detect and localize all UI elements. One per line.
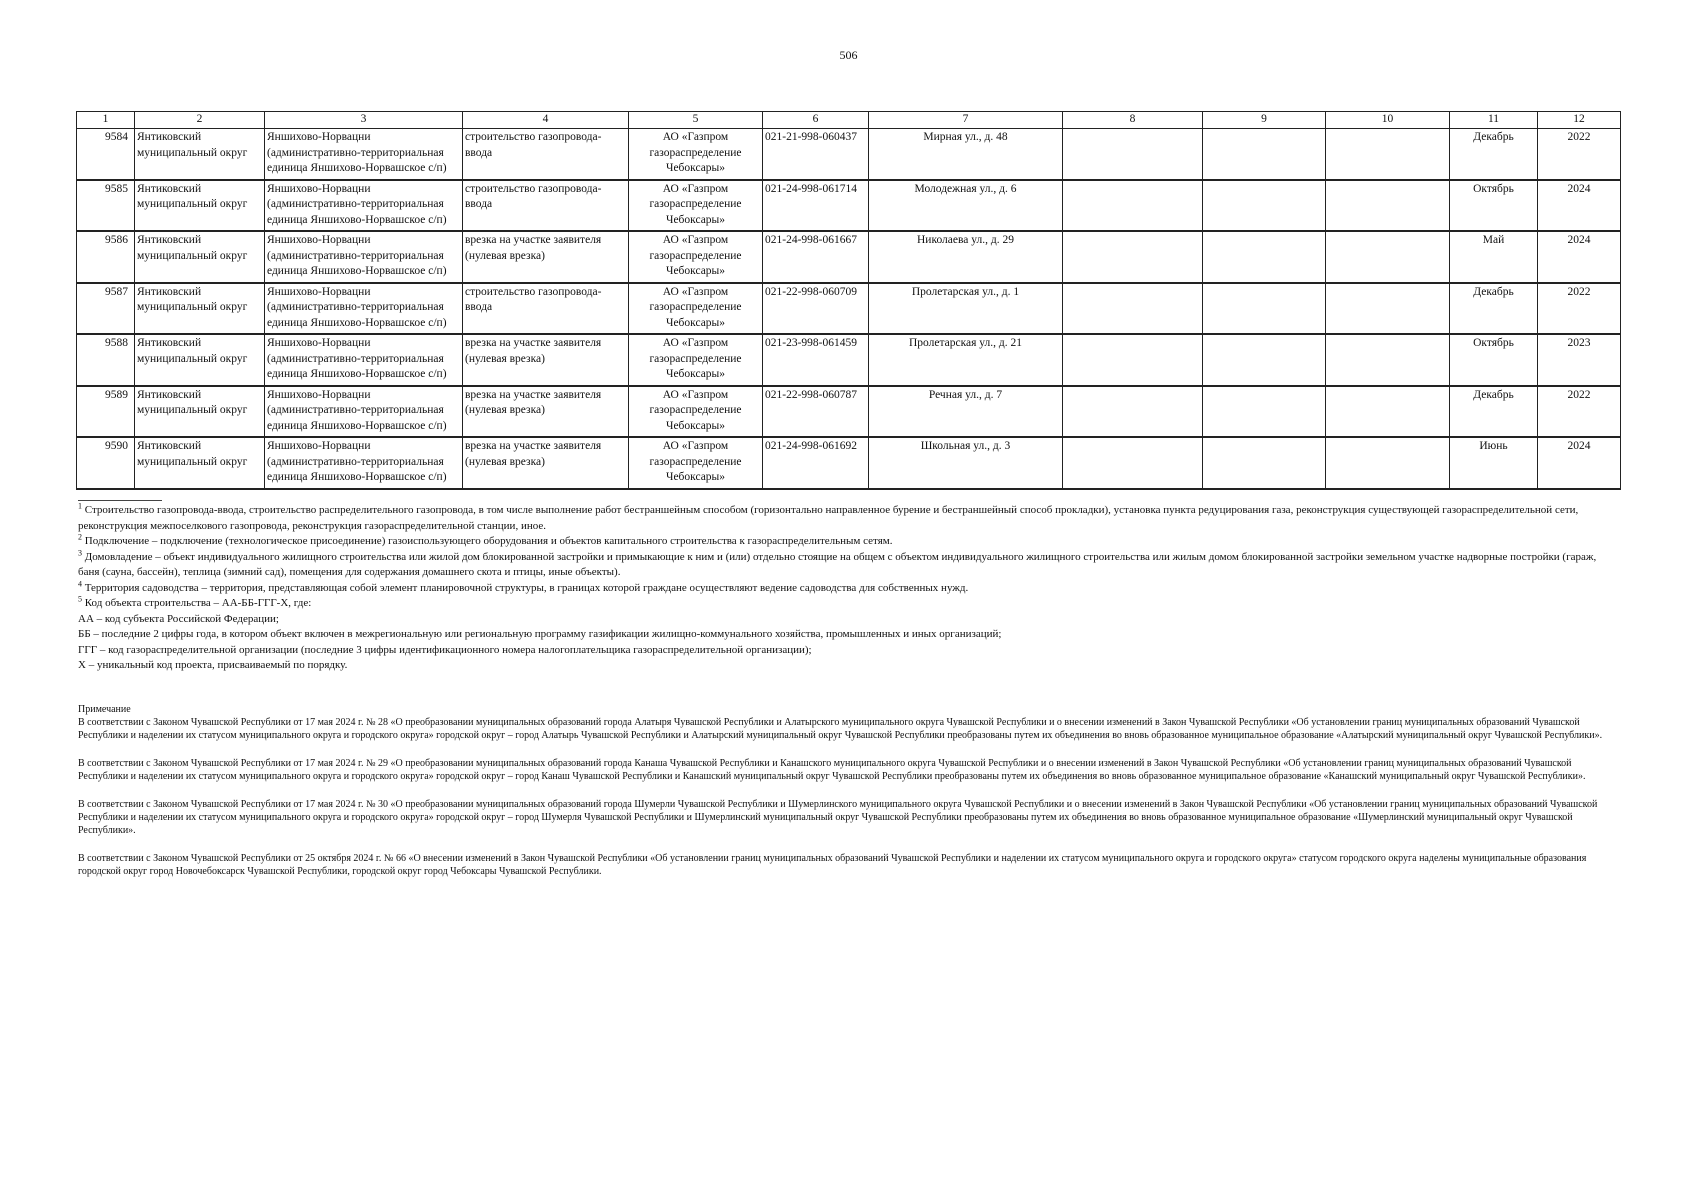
remarks-paragraph: В соответствии с Законом Чувашской Республики от 17 мая 2024 г. № 29 «О преобразовании муниципальных образований города Канаша Чувашской Республики и Канашского муниципального округа Чувашской Республики и о внесении изменений в Закон Чувашской Республики «Об установлении границ муниципальных образований Чувашской Республики и наделении их статусом муниципального округа и городского округа» городской округ – город Канаш Чувашской Республики и Канашский муниципальный округ Чувашской Республики преобразованы путем их объединения во вновь образованное муниципальное образование «Канашский муниципальный округ Чувашской Республики». bbox=[78, 758, 1586, 782]
footnote-mark: 2 bbox=[78, 532, 82, 542]
footnotes-section bbox=[78, 500, 1608, 674]
header-cell: 4 bbox=[463, 112, 629, 129]
col8-cell bbox=[1063, 180, 1203, 232]
year-cell: 2023 bbox=[1538, 334, 1621, 386]
row-number: 9585 bbox=[77, 180, 135, 232]
row-number: 9587 bbox=[77, 283, 135, 335]
table-row bbox=[77, 231, 1621, 283]
year-cell: 2022 bbox=[1538, 129, 1621, 180]
col9-cell bbox=[1203, 283, 1326, 335]
work-type-cell: врезка на участке заявителя (нулевая врезка) bbox=[463, 437, 629, 489]
address-cell: Николаева ул., д. 29 bbox=[869, 231, 1063, 283]
settlement-cell: Яншихово-Норвацни (административно-территориальная единица Яншихово-Норвашское с/п) bbox=[265, 129, 463, 180]
organization-cell: АО «Газпром газораспределение Чебоксары» bbox=[629, 129, 763, 180]
municipality-cell: Янтиковский муниципальный округ bbox=[135, 180, 265, 232]
settlement-cell: Яншихово-Норвацни (административно-территориальная единица Яншихово-Норвашское с/п) bbox=[265, 283, 463, 335]
col10-cell bbox=[1326, 283, 1450, 335]
settlement-cell: Яншихово-Норвацни (административно-территориальная единица Яншихово-Норвашское с/п) bbox=[265, 437, 463, 489]
month-cell: Декабрь bbox=[1450, 129, 1538, 180]
organization-cell: АО «Газпром газораспределение Чебоксары» bbox=[629, 334, 763, 386]
settlement-cell: Яншихово-Норвацни (административно-территориальная единица Яншихово-Норвашское с/п) bbox=[265, 231, 463, 283]
footnote bbox=[78, 547, 1608, 581]
municipality-cell: Янтиковский муниципальный округ bbox=[135, 129, 265, 180]
col9-cell bbox=[1203, 334, 1326, 386]
month-cell: Октябрь bbox=[1450, 180, 1538, 232]
remarks-paragraph: В соответствии с Законом Чувашской Республики от 17 мая 2024 г. № 30 «О преобразовании муниципальных образований города Шумерли Чувашской Республики и Шумерлинского муниципального округа Чувашской Республики и о внесении изменений в Закон Чувашской Республики «Об установлении границ муниципальных образований Чувашской Республики и наделении их статусом муниципального округа и городского округа» городской округ – город Шумерля Чувашской Республики и Шумерлинский муниципальный округ Чувашской Республики преобразованы путем их объединения во вновь образованное муниципальное образование «Шумерлинский муниципальный округ Чувашской Республики». bbox=[78, 799, 1598, 836]
page-number: 506 bbox=[839, 48, 858, 62]
municipality-cell: Янтиковский муниципальный округ bbox=[135, 283, 265, 335]
header-cell: 11 bbox=[1450, 112, 1538, 129]
work-type-cell: строительство газопровода-ввода bbox=[463, 180, 629, 232]
footnote-line bbox=[78, 658, 1608, 674]
month-cell: Май bbox=[1450, 231, 1538, 283]
header-cell: 9 bbox=[1203, 112, 1326, 129]
organization-cell: АО «Газпром газораспределение Чебоксары» bbox=[629, 386, 763, 438]
footnote bbox=[78, 596, 1608, 612]
organization-cell: АО «Газпром газораспределение Чебоксары» bbox=[629, 283, 763, 335]
col8-cell bbox=[1063, 283, 1203, 335]
col8-cell bbox=[1063, 334, 1203, 386]
year-cell: 2022 bbox=[1538, 283, 1621, 335]
header-cell: 6 bbox=[763, 112, 869, 129]
organization-cell: АО «Газпром газораспределение Чебоксары» bbox=[629, 180, 763, 232]
municipality-cell: Янтиковский муниципальный округ bbox=[135, 437, 265, 489]
object-code-cell: 021-24-998-061692 bbox=[763, 437, 869, 489]
footnote-text: Х – уникальный код проекта, присваиваемый по порядку. bbox=[78, 659, 348, 671]
work-type-cell: врезка на участке заявителя (нулевая врезка) bbox=[463, 334, 629, 386]
col9-cell bbox=[1203, 386, 1326, 438]
settlement-cell: Яншихово-Норвацни (административно-территориальная единица Яншихово-Норвашское с/п) bbox=[265, 386, 463, 438]
footnote-text: Строительство газопровода-ввода, строительство распределительного газопровода, в том числе выполнение работ бестраншейным способом (горизонтально направленное бурение и бестраншейный способ прокладки), установка пункта редуцирования газа, реконструкция существующей газораспределительной сети, реконструкция межпоселкового газопровода, реконструкция газораспределительной станции, иное. bbox=[78, 504, 1579, 532]
row-number: 9588 bbox=[77, 334, 135, 386]
col8-cell bbox=[1063, 437, 1203, 489]
object-code-cell: 021-23-998-061459 bbox=[763, 334, 869, 386]
remarks-paragraph: В соответствии с Законом Чувашской Республики от 17 мая 2024 г. № 28 «О преобразовании муниципальных образований города Алатыря Чувашской Республики и Алатырского муниципального округа Чувашской Республики и о внесении изменений в Закон Чувашской Республики «Об установлении границ муниципальных образований Чувашской Республики и наделении их статусом муниципального округа и городского округа» городской округ – город Алатырь Чувашской Республики и Алатырский муниципальный округ Чувашской Республики преобразованы путем их объединения во вновь образованное муниципальное образование «Алатырский муниципальный округ Чувашской Республики». bbox=[78, 717, 1603, 741]
footnote-text: АА – код субъекта Российской Федерации; bbox=[78, 612, 279, 625]
col9-cell bbox=[1203, 231, 1326, 283]
remarks-title: Примечание bbox=[78, 704, 131, 715]
organization-cell: АО «Газпром газораспределение Чебоксары» bbox=[629, 231, 763, 283]
footnote bbox=[78, 503, 1608, 534]
table-row bbox=[77, 437, 1621, 489]
col10-cell bbox=[1326, 180, 1450, 232]
municipality-cell: Янтиковский муниципальный округ bbox=[135, 334, 265, 386]
col10-cell bbox=[1326, 386, 1450, 438]
footnote-mark: 4 bbox=[78, 578, 82, 588]
header-cell: 3 bbox=[265, 112, 463, 129]
footnote bbox=[78, 578, 1608, 597]
col9-cell bbox=[1203, 180, 1326, 232]
object-code-cell: 021-22-998-060787 bbox=[763, 386, 869, 438]
row-number: 9584 bbox=[77, 129, 135, 180]
footnote-divider bbox=[78, 500, 162, 501]
col8-cell bbox=[1063, 231, 1203, 283]
object-code-cell: 021-22-998-060709 bbox=[763, 283, 869, 335]
municipality-cell: Янтиковский муниципальный округ bbox=[135, 231, 265, 283]
header-cell: 7 bbox=[869, 112, 1063, 129]
table-row bbox=[77, 386, 1621, 438]
col9-cell bbox=[1203, 437, 1326, 489]
header-cell: 8 bbox=[1063, 112, 1203, 129]
col9-cell bbox=[1203, 129, 1326, 180]
month-cell: Июнь bbox=[1450, 437, 1538, 489]
footnote-mark: 3 bbox=[78, 547, 82, 557]
table-row bbox=[77, 334, 1621, 386]
footnote-mark: 5 bbox=[78, 594, 82, 604]
footnote-text: ГГГ – код газораспределительной организации (последние 3 цифры идентификационного номера налогоплательщика газораспределительной организации); bbox=[78, 643, 812, 656]
footnote-text: Подключение – подключение (технологическое присоединение) газоиспользующего оборудования и объектов капитального строительства к газораспределительным сетям. bbox=[84, 535, 893, 547]
remarks-section bbox=[78, 703, 1618, 893]
col10-cell bbox=[1326, 231, 1450, 283]
gasification-table bbox=[76, 111, 1621, 490]
month-cell: Декабрь bbox=[1450, 386, 1538, 438]
address-cell: Пролетарская ул., д. 1 bbox=[869, 283, 1063, 335]
address-cell: Молодежная ул., д. 6 bbox=[869, 180, 1063, 232]
footnote-text: Код объекта строительства – АА-ББ-ГГГ-Х, где: bbox=[84, 597, 312, 609]
header-cell: 10 bbox=[1326, 112, 1450, 129]
object-code-cell: 021-21-998-060437 bbox=[763, 129, 869, 180]
header-cell: 5 bbox=[629, 112, 763, 129]
work-type-cell: строительство газопровода-ввода bbox=[463, 283, 629, 335]
organization-cell: АО «Газпром газораспределение Чебоксары» bbox=[629, 437, 763, 489]
object-code-cell: 021-24-998-061714 bbox=[763, 180, 869, 232]
col10-cell bbox=[1326, 437, 1450, 489]
footnote-line bbox=[78, 643, 1608, 659]
settlement-cell: Яншихово-Норвацни (административно-территориальная единица Яншихово-Норвашское с/п) bbox=[265, 180, 463, 232]
year-cell: 2022 bbox=[1538, 386, 1621, 438]
header-cell: 2 bbox=[135, 112, 265, 129]
header-row bbox=[77, 112, 1621, 129]
work-type-cell: врезка на участке заявителя (нулевая врезка) bbox=[463, 231, 629, 283]
address-cell: Пролетарская ул., д. 21 bbox=[869, 334, 1063, 386]
col8-cell bbox=[1063, 386, 1203, 438]
footnote-line bbox=[78, 612, 1608, 628]
header-cell: 12 bbox=[1538, 112, 1621, 129]
month-cell: Октябрь bbox=[1450, 334, 1538, 386]
col10-cell bbox=[1326, 334, 1450, 386]
row-number: 9586 bbox=[77, 231, 135, 283]
header-cell: 1 bbox=[77, 112, 135, 129]
object-code-cell: 021-24-998-061667 bbox=[763, 231, 869, 283]
footnote bbox=[78, 534, 1608, 550]
col8-cell bbox=[1063, 129, 1203, 180]
footnote-list bbox=[78, 503, 1608, 674]
address-cell: Речная ул., д. 7 bbox=[869, 386, 1063, 438]
month-cell: Декабрь bbox=[1450, 283, 1538, 335]
col10-cell bbox=[1326, 129, 1450, 180]
year-cell: 2024 bbox=[1538, 437, 1621, 489]
footnote-text: ББ – последние 2 цифры года, в котором объект включен в межрегиональную или региональную программу газификации жилищно-коммунального хозяйства, промышленных и иных организаций; bbox=[78, 628, 1002, 640]
footnote-line bbox=[78, 627, 1608, 643]
work-type-cell: врезка на участке заявителя (нулевая врезка) bbox=[463, 386, 629, 438]
municipality-cell: Янтиковский муниципальный округ bbox=[135, 386, 265, 438]
settlement-cell: Яншихово-Норвацни (административно-территориальная единица Яншихово-Норвашское с/п) bbox=[265, 334, 463, 386]
remarks-paragraph: В соответствии с Законом Чувашской Республики от 25 октября 2024 г. № 66 «О внесении изменений в Закон Чувашской Республики «Об установлении границ муниципальных образований Чувашской Республики и наделении их статусом муниципального округа и городского округа» статусом городского округа наделены муниципальные образования городской округ город Новочебоксарск Чувашской Республики, городской округ город Чебоксары Чувашской Республики. bbox=[78, 853, 1587, 877]
table-row bbox=[77, 283, 1621, 335]
address-cell: Мирная ул., д. 48 bbox=[869, 129, 1063, 180]
work-type-cell: строительство газопровода-ввода bbox=[463, 129, 629, 180]
row-number: 9590 bbox=[77, 437, 135, 489]
year-cell: 2024 bbox=[1538, 180, 1621, 232]
table-row bbox=[77, 180, 1621, 232]
year-cell: 2024 bbox=[1538, 231, 1621, 283]
footnote-text: Домовладение – объект индивидуального жилищного строительства или жилой дом блокированной застройки и примыкающие к ним и (или) отдельно стоящие на общем с объектом индивидуального жилищного строительства или жилым домом блокированной застройки земельном участке надворные постройки (гараж, баня (сауна, бассейн), теплица (зимний сад), помещения для содержания домашнего скота и птицы, иные объекты). bbox=[78, 550, 1597, 578]
row-number: 9589 bbox=[77, 386, 135, 438]
address-cell: Школьная ул., д. 3 bbox=[869, 437, 1063, 489]
footnote-text: Территория садоводства – территория, представляющая собой элемент планировочной структуры, в границах которой граждане осуществляют ведение садоводства для собственных нужд. bbox=[84, 581, 969, 594]
table-row bbox=[77, 129, 1621, 180]
footnote-mark: 1 bbox=[78, 501, 82, 511]
